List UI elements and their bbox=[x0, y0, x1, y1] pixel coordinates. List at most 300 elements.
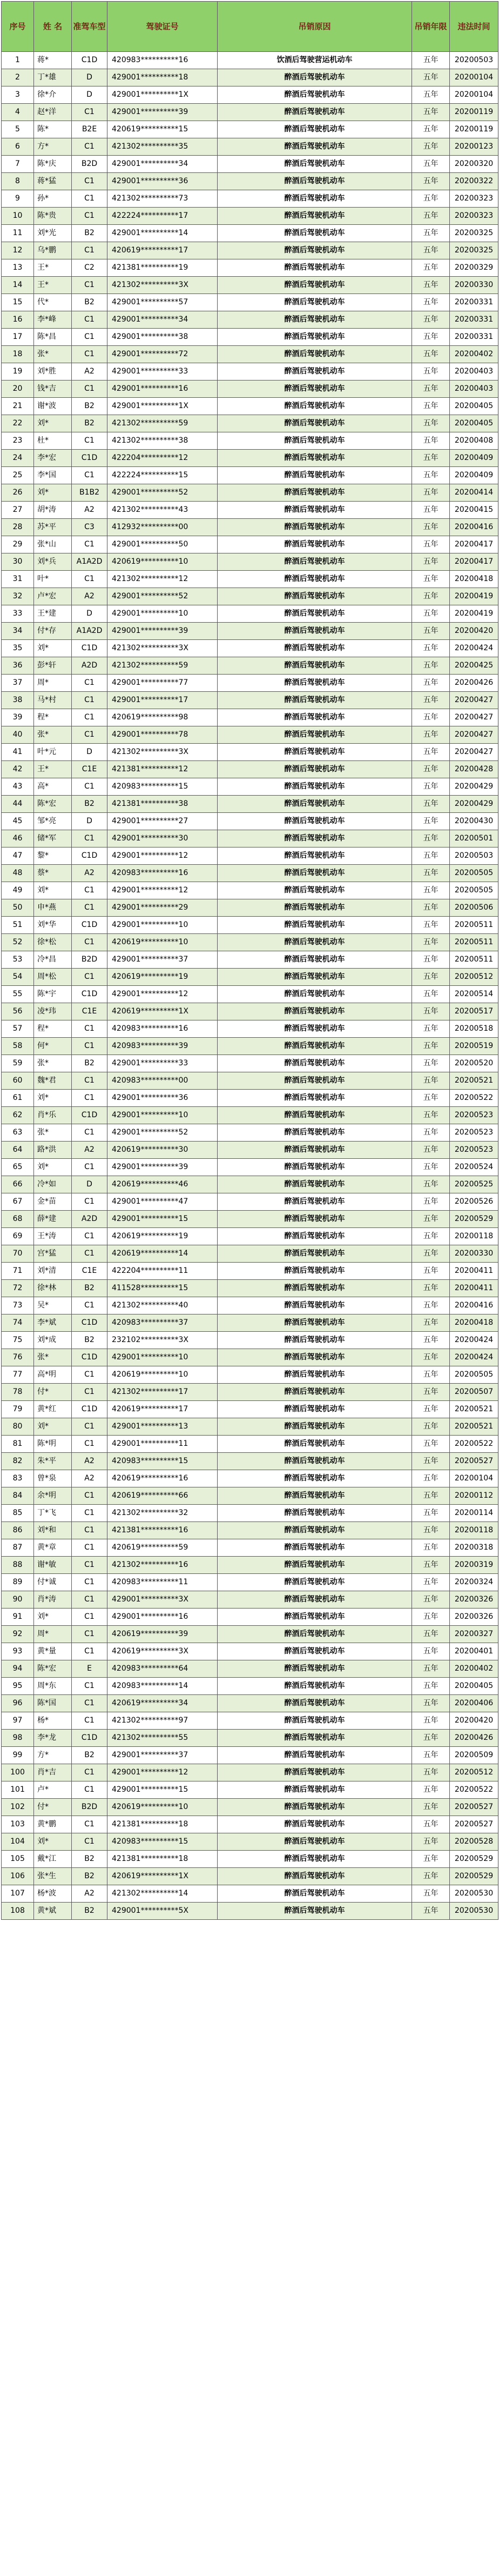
table-row bbox=[2, 52, 498, 69]
cell-name: 刘* bbox=[34, 1090, 72, 1107]
cell-revocation-term: 五年 bbox=[412, 1574, 450, 1591]
cell-index: 62 bbox=[2, 1107, 34, 1124]
cell-license-class: C1 bbox=[72, 346, 107, 363]
cell-revocation-term: 五年 bbox=[412, 1781, 450, 1799]
cell-revocation-reason: 醉酒后驾驶机动车 bbox=[218, 138, 412, 156]
cell-violation-date: 20200320 bbox=[450, 156, 498, 173]
cell-license-number: 420619**********1X bbox=[107, 1003, 218, 1020]
cell-index: 55 bbox=[2, 986, 34, 1003]
cell-license-number: 420983**********16 bbox=[107, 52, 218, 69]
cell-revocation-reason: 醉酒后驾驶机动车 bbox=[218, 1366, 412, 1384]
cell-revocation-reason: 醉酒后驾驶机动车 bbox=[218, 1003, 412, 1020]
cell-license-class: C1D bbox=[72, 450, 107, 467]
cell-violation-date: 20200427 bbox=[450, 709, 498, 726]
cell-license-number: 429001**********27 bbox=[107, 813, 218, 830]
table-row bbox=[2, 225, 498, 242]
cell-license-number: 412932**********00 bbox=[107, 519, 218, 536]
cell-violation-date: 20200401 bbox=[450, 1643, 498, 1660]
cell-revocation-term: 五年 bbox=[412, 1228, 450, 1245]
cell-revocation-reason: 醉酒后驾驶机动车 bbox=[218, 1626, 412, 1643]
cell-license-class: C1 bbox=[72, 675, 107, 692]
cell-license-class: C1 bbox=[72, 208, 107, 225]
cell-revocation-reason: 醉酒后驾驶机动车 bbox=[218, 1020, 412, 1038]
table-row bbox=[2, 1366, 498, 1384]
cell-license-number: 420619**********10 bbox=[107, 553, 218, 571]
cell-name: 刘* bbox=[34, 1418, 72, 1436]
table-row bbox=[2, 588, 498, 605]
cell-license-class: C1 bbox=[72, 1643, 107, 1660]
table-row bbox=[2, 1487, 498, 1505]
cell-revocation-reason: 醉酒后驾驶机动车 bbox=[218, 1263, 412, 1280]
cell-license-class: C1 bbox=[72, 1591, 107, 1609]
cell-license-class: C1D bbox=[72, 1107, 107, 1124]
cell-revocation-term: 五年 bbox=[412, 432, 450, 450]
cell-revocation-reason: 醉酒后驾驶机动车 bbox=[218, 709, 412, 726]
cell-violation-date: 20200331 bbox=[450, 311, 498, 329]
cell-revocation-reason: 醉酒后驾驶机动车 bbox=[218, 1280, 412, 1297]
cell-revocation-term: 五年 bbox=[412, 726, 450, 744]
cell-violation-date: 20200323 bbox=[450, 190, 498, 208]
cell-index: 69 bbox=[2, 1228, 34, 1245]
cell-revocation-reason: 醉酒后驾驶机动车 bbox=[218, 1314, 412, 1332]
cell-name: 刘*成 bbox=[34, 1332, 72, 1349]
cell-name: 谢*敏 bbox=[34, 1557, 72, 1574]
cell-revocation-reason: 醉酒后驾驶机动车 bbox=[218, 1193, 412, 1211]
cell-violation-date: 20200403 bbox=[450, 381, 498, 398]
table-row bbox=[2, 605, 498, 623]
table-row bbox=[2, 1228, 498, 1245]
table-row bbox=[2, 363, 498, 381]
cell-violation-date: 20200322 bbox=[450, 173, 498, 190]
cell-license-number: 421381**********38 bbox=[107, 796, 218, 813]
cell-license-class: A1A2D bbox=[72, 553, 107, 571]
cell-revocation-term: 五年 bbox=[412, 1833, 450, 1851]
cell-index: 92 bbox=[2, 1626, 34, 1643]
cell-index: 98 bbox=[2, 1730, 34, 1747]
cell-violation-date: 20200505 bbox=[450, 1366, 498, 1384]
cell-name: 蒋* bbox=[34, 52, 72, 69]
table-row bbox=[2, 1730, 498, 1747]
cell-license-number: 232102**********3X bbox=[107, 1332, 218, 1349]
cell-revocation-term: 五年 bbox=[412, 1107, 450, 1124]
cell-index: 65 bbox=[2, 1159, 34, 1176]
table-row bbox=[2, 277, 498, 294]
table-row bbox=[2, 432, 498, 450]
cell-license-number: 429001**********52 bbox=[107, 1124, 218, 1142]
cell-index: 107 bbox=[2, 1885, 34, 1903]
cell-license-class: C1 bbox=[72, 1539, 107, 1557]
cell-revocation-term: 五年 bbox=[412, 398, 450, 415]
cell-revocation-term: 五年 bbox=[412, 1487, 450, 1505]
cell-index: 49 bbox=[2, 882, 34, 899]
cell-name: 王*建 bbox=[34, 605, 72, 623]
cell-license-number: 429001**********30 bbox=[107, 830, 218, 847]
header-violation-date: 违法时间 bbox=[450, 2, 498, 52]
cell-name: 付* bbox=[34, 1384, 72, 1401]
table-row bbox=[2, 1678, 498, 1695]
cell-license-number: 421381**********16 bbox=[107, 1522, 218, 1539]
cell-license-class: B2 bbox=[72, 225, 107, 242]
cell-index: 6 bbox=[2, 138, 34, 156]
header-row bbox=[2, 2, 498, 52]
table-row bbox=[2, 1591, 498, 1609]
cell-name: 钱*吉 bbox=[34, 381, 72, 398]
cell-index: 4 bbox=[2, 104, 34, 121]
cell-index: 101 bbox=[2, 1781, 34, 1799]
cell-name: 王* bbox=[34, 259, 72, 277]
cell-violation-date: 20200527 bbox=[450, 1816, 498, 1833]
cell-revocation-term: 五年 bbox=[412, 692, 450, 709]
cell-index: 24 bbox=[2, 450, 34, 467]
cell-name: 储*军 bbox=[34, 830, 72, 847]
cell-violation-date: 20200414 bbox=[450, 484, 498, 502]
cell-revocation-reason: 醉酒后驾驶机动车 bbox=[218, 502, 412, 519]
cell-revocation-reason: 醉酒后驾驶机动车 bbox=[218, 657, 412, 675]
cell-revocation-reason: 醉酒后驾驶机动车 bbox=[218, 1557, 412, 1574]
cell-revocation-term: 五年 bbox=[412, 242, 450, 259]
cell-name: 陈*贵 bbox=[34, 208, 72, 225]
table-row bbox=[2, 1159, 498, 1176]
cell-revocation-reason: 醉酒后驾驶机动车 bbox=[218, 1142, 412, 1159]
table-row bbox=[2, 934, 498, 951]
cell-name: 余*明 bbox=[34, 1487, 72, 1505]
table-body bbox=[2, 52, 498, 1920]
cell-violation-date: 20200417 bbox=[450, 536, 498, 553]
cell-index: 57 bbox=[2, 1020, 34, 1038]
cell-violation-date: 20200512 bbox=[450, 1764, 498, 1781]
cell-license-number: 420983**********14 bbox=[107, 1678, 218, 1695]
table-row bbox=[2, 381, 498, 398]
cell-index: 48 bbox=[2, 865, 34, 882]
cell-license-number: 429001**********13 bbox=[107, 1418, 218, 1436]
cell-revocation-reason: 醉酒后驾驶机动车 bbox=[218, 484, 412, 502]
cell-name: 刘* bbox=[34, 640, 72, 657]
cell-license-class: B2 bbox=[72, 1055, 107, 1072]
table-row bbox=[2, 1280, 498, 1297]
cell-violation-date: 20200326 bbox=[450, 1591, 498, 1609]
cell-index: 103 bbox=[2, 1816, 34, 1833]
table-row bbox=[2, 951, 498, 969]
cell-violation-date: 20200527 bbox=[450, 1799, 498, 1816]
cell-name: 朱*平 bbox=[34, 1453, 72, 1470]
cell-license-number: 429001**********72 bbox=[107, 346, 218, 363]
cell-license-class: D bbox=[72, 605, 107, 623]
cell-license-class: C1D bbox=[72, 986, 107, 1003]
cell-index: 26 bbox=[2, 484, 34, 502]
cell-license-number: 420983**********39 bbox=[107, 1038, 218, 1055]
cell-license-number: 420619**********59 bbox=[107, 1539, 218, 1557]
cell-violation-date: 20200324 bbox=[450, 1574, 498, 1591]
cell-index: 106 bbox=[2, 1868, 34, 1885]
cell-license-number: 421302**********40 bbox=[107, 1297, 218, 1314]
cell-name: 程* bbox=[34, 1020, 72, 1038]
cell-license-class: C1 bbox=[72, 1436, 107, 1453]
cell-index: 89 bbox=[2, 1574, 34, 1591]
cell-license-class: C1D bbox=[72, 917, 107, 934]
cell-revocation-term: 五年 bbox=[412, 1678, 450, 1695]
cell-violation-date: 20200519 bbox=[450, 1038, 498, 1055]
table-row bbox=[2, 744, 498, 761]
cell-revocation-term: 五年 bbox=[412, 329, 450, 346]
cell-index: 86 bbox=[2, 1522, 34, 1539]
table-row bbox=[2, 1436, 498, 1453]
cell-license-number: 420619**********66 bbox=[107, 1487, 218, 1505]
cell-violation-date: 20200429 bbox=[450, 796, 498, 813]
table-row bbox=[2, 986, 498, 1003]
cell-revocation-reason: 醉酒后驾驶机动车 bbox=[218, 294, 412, 311]
cell-license-class: C1 bbox=[72, 692, 107, 709]
table-row bbox=[2, 969, 498, 986]
cell-index: 23 bbox=[2, 432, 34, 450]
cell-revocation-reason: 醉酒后驾驶机动车 bbox=[218, 1487, 412, 1505]
cell-violation-date: 20200331 bbox=[450, 329, 498, 346]
cell-revocation-term: 五年 bbox=[412, 294, 450, 311]
cell-name: 程* bbox=[34, 709, 72, 726]
cell-revocation-term: 五年 bbox=[412, 1332, 450, 1349]
cell-violation-date: 20200507 bbox=[450, 1384, 498, 1401]
cell-license-number: 421302**********3X bbox=[107, 277, 218, 294]
cell-violation-date: 20200429 bbox=[450, 778, 498, 796]
cell-name: 付*存 bbox=[34, 623, 72, 640]
cell-revocation-term: 五年 bbox=[412, 605, 450, 623]
cell-revocation-reason: 醉酒后驾驶机动车 bbox=[218, 346, 412, 363]
cell-violation-date: 20200118 bbox=[450, 1522, 498, 1539]
cell-license-number: 420619**********10 bbox=[107, 1799, 218, 1816]
cell-name: 方* bbox=[34, 1747, 72, 1764]
cell-revocation-term: 五年 bbox=[412, 847, 450, 865]
cell-license-class: C1 bbox=[72, 1297, 107, 1314]
cell-license-class: C3 bbox=[72, 519, 107, 536]
cell-revocation-term: 五年 bbox=[412, 1436, 450, 1453]
cell-index: 56 bbox=[2, 1003, 34, 1020]
cell-revocation-reason: 醉酒后驾驶机动车 bbox=[218, 1384, 412, 1401]
cell-revocation-term: 五年 bbox=[412, 467, 450, 484]
cell-index: 94 bbox=[2, 1660, 34, 1678]
cell-license-class: C1 bbox=[72, 467, 107, 484]
cell-license-class: D bbox=[72, 1176, 107, 1193]
cell-license-class: C1 bbox=[72, 1124, 107, 1142]
cell-violation-date: 20200529 bbox=[450, 1211, 498, 1228]
cell-license-class: C1 bbox=[72, 381, 107, 398]
cell-revocation-term: 五年 bbox=[412, 1660, 450, 1678]
cell-revocation-term: 五年 bbox=[412, 1263, 450, 1280]
cell-index: 58 bbox=[2, 1038, 34, 1055]
cell-name: 陈*宏 bbox=[34, 1660, 72, 1678]
cell-revocation-term: 五年 bbox=[412, 1418, 450, 1436]
cell-license-class: C1 bbox=[72, 1557, 107, 1574]
cell-license-number: 420983**********16 bbox=[107, 865, 218, 882]
cell-license-class: C1D bbox=[72, 1349, 107, 1366]
cell-name: 张* bbox=[34, 1349, 72, 1366]
cell-license-number: 420619**********10 bbox=[107, 1366, 218, 1384]
cell-revocation-term: 五年 bbox=[412, 1885, 450, 1903]
cell-index: 105 bbox=[2, 1851, 34, 1868]
cell-revocation-reason: 醉酒后驾驶机动车 bbox=[218, 640, 412, 657]
cell-violation-date: 20200520 bbox=[450, 1055, 498, 1072]
cell-revocation-term: 五年 bbox=[412, 623, 450, 640]
header-license-number: 驾驶证号 bbox=[107, 2, 218, 52]
cell-name: 李*龙 bbox=[34, 1730, 72, 1747]
cell-index: 40 bbox=[2, 726, 34, 744]
cell-revocation-reason: 醉酒后驾驶机动车 bbox=[218, 259, 412, 277]
cell-violation-date: 20200430 bbox=[450, 813, 498, 830]
cell-index: 12 bbox=[2, 242, 34, 259]
cell-revocation-reason: 醉酒后驾驶机动车 bbox=[218, 1297, 412, 1314]
cell-license-class: B2 bbox=[72, 398, 107, 415]
cell-index: 3 bbox=[2, 86, 34, 104]
cell-revocation-term: 五年 bbox=[412, 363, 450, 381]
cell-name: 王* bbox=[34, 761, 72, 778]
cell-index: 59 bbox=[2, 1055, 34, 1072]
cell-name: 付* bbox=[34, 1799, 72, 1816]
cell-violation-date: 20200425 bbox=[450, 657, 498, 675]
cell-revocation-reason: 饮酒后驾驶营运机动车 bbox=[218, 52, 412, 69]
cell-revocation-reason: 醉酒后驾驶机动车 bbox=[218, 1816, 412, 1833]
cell-name: 何* bbox=[34, 1038, 72, 1055]
cell-revocation-reason: 醉酒后驾驶机动车 bbox=[218, 761, 412, 778]
cell-index: 100 bbox=[2, 1764, 34, 1781]
cell-index: 77 bbox=[2, 1366, 34, 1384]
cell-revocation-reason: 醉酒后驾驶机动车 bbox=[218, 1678, 412, 1695]
cell-name: 丁*飞 bbox=[34, 1505, 72, 1522]
cell-revocation-reason: 醉酒后驾驶机动车 bbox=[218, 1090, 412, 1107]
cell-license-class: C1 bbox=[72, 934, 107, 951]
cell-revocation-term: 五年 bbox=[412, 813, 450, 830]
cell-license-number: 421302**********16 bbox=[107, 1557, 218, 1574]
cell-violation-date: 20200505 bbox=[450, 865, 498, 882]
cell-revocation-term: 五年 bbox=[412, 657, 450, 675]
cell-index: 81 bbox=[2, 1436, 34, 1453]
cell-license-number: 429001**********12 bbox=[107, 986, 218, 1003]
cell-revocation-reason: 醉酒后驾驶机动车 bbox=[218, 692, 412, 709]
cell-index: 74 bbox=[2, 1314, 34, 1332]
cell-violation-date: 20200123 bbox=[450, 138, 498, 156]
table-row bbox=[2, 1176, 498, 1193]
cell-license-number: 421302**********73 bbox=[107, 190, 218, 208]
cell-violation-date: 20200522 bbox=[450, 1436, 498, 1453]
cell-revocation-term: 五年 bbox=[412, 588, 450, 605]
cell-index: 19 bbox=[2, 363, 34, 381]
cell-name: 曾*泉 bbox=[34, 1470, 72, 1487]
cell-violation-date: 20200402 bbox=[450, 1660, 498, 1678]
cell-violation-date: 20200530 bbox=[450, 1885, 498, 1903]
cell-name: 苏*平 bbox=[34, 519, 72, 536]
cell-revocation-reason: 醉酒后驾驶机动车 bbox=[218, 1781, 412, 1799]
cell-index: 53 bbox=[2, 951, 34, 969]
cell-revocation-reason: 醉酒后驾驶机动车 bbox=[218, 467, 412, 484]
cell-license-class: C1 bbox=[72, 778, 107, 796]
cell-license-class: C1 bbox=[72, 311, 107, 329]
cell-name: 张* bbox=[34, 1055, 72, 1072]
cell-index: 95 bbox=[2, 1678, 34, 1695]
cell-license-class: D bbox=[72, 813, 107, 830]
cell-name: 高* bbox=[34, 778, 72, 796]
cell-revocation-term: 五年 bbox=[412, 52, 450, 69]
cell-revocation-term: 五年 bbox=[412, 104, 450, 121]
cell-license-number: 421381**********18 bbox=[107, 1816, 218, 1833]
cell-license-number: 421302**********43 bbox=[107, 502, 218, 519]
cell-revocation-term: 五年 bbox=[412, 1176, 450, 1193]
cell-revocation-reason: 醉酒后驾驶机动车 bbox=[218, 899, 412, 917]
header-revocation-reason: 吊销原因 bbox=[218, 2, 412, 52]
table-row bbox=[2, 1263, 498, 1280]
cell-revocation-term: 五年 bbox=[412, 69, 450, 86]
cell-license-class: C1 bbox=[72, 1678, 107, 1695]
cell-revocation-term: 五年 bbox=[412, 450, 450, 467]
cell-name: 陈*庆 bbox=[34, 156, 72, 173]
cell-violation-date: 20200405 bbox=[450, 415, 498, 432]
cell-license-number: 421302**********59 bbox=[107, 415, 218, 432]
cell-revocation-reason: 醉酒后驾驶机动车 bbox=[218, 882, 412, 899]
cell-name: 戴*江 bbox=[34, 1851, 72, 1868]
cell-license-number: 421302**********12 bbox=[107, 571, 218, 588]
cell-violation-date: 20200326 bbox=[450, 1609, 498, 1626]
cell-revocation-term: 五年 bbox=[412, 796, 450, 813]
table-row bbox=[2, 1539, 498, 1557]
cell-violation-date: 20200318 bbox=[450, 1539, 498, 1557]
table-row bbox=[2, 778, 498, 796]
cell-revocation-reason: 醉酒后驾驶机动车 bbox=[218, 381, 412, 398]
table-row bbox=[2, 1453, 498, 1470]
cell-license-number: 420619**********19 bbox=[107, 969, 218, 986]
cell-license-class: D bbox=[72, 69, 107, 86]
cell-license-number: 420619**********1X bbox=[107, 1868, 218, 1885]
cell-violation-date: 20200527 bbox=[450, 1453, 498, 1470]
cell-license-number: 420619**********98 bbox=[107, 709, 218, 726]
cell-revocation-reason: 醉酒后驾驶机动车 bbox=[218, 156, 412, 173]
cell-index: 88 bbox=[2, 1557, 34, 1574]
table-row bbox=[2, 899, 498, 917]
cell-index: 80 bbox=[2, 1418, 34, 1436]
table-row bbox=[2, 1885, 498, 1903]
cell-revocation-term: 五年 bbox=[412, 190, 450, 208]
cell-name: 张* bbox=[34, 346, 72, 363]
cell-license-class: C1 bbox=[72, 969, 107, 986]
cell-license-class: C1 bbox=[72, 1609, 107, 1626]
cell-violation-date: 20200119 bbox=[450, 121, 498, 138]
cell-index: 83 bbox=[2, 1470, 34, 1487]
cell-license-number: 420983**********37 bbox=[107, 1314, 218, 1332]
cell-license-number: 422204**********12 bbox=[107, 450, 218, 467]
cell-license-class: C1D bbox=[72, 52, 107, 69]
table-row bbox=[2, 1418, 498, 1436]
table-row bbox=[2, 553, 498, 571]
table-row bbox=[2, 467, 498, 484]
cell-name: 方* bbox=[34, 138, 72, 156]
cell-name: 杨*波 bbox=[34, 1885, 72, 1903]
cell-violation-date: 20200325 bbox=[450, 225, 498, 242]
cell-violation-date: 20200118 bbox=[450, 1228, 498, 1245]
cell-violation-date: 20200530 bbox=[450, 1903, 498, 1920]
cell-license-number: 429001**********38 bbox=[107, 329, 218, 346]
cell-name: 周* bbox=[34, 675, 72, 692]
table-row bbox=[2, 1038, 498, 1055]
cell-license-class: C1 bbox=[72, 1418, 107, 1436]
cell-license-class: B2D bbox=[72, 156, 107, 173]
cell-license-class: A2D bbox=[72, 1211, 107, 1228]
cell-revocation-reason: 醉酒后驾驶机动车 bbox=[218, 1609, 412, 1626]
table-row bbox=[2, 1332, 498, 1349]
cell-violation-date: 20200418 bbox=[450, 571, 498, 588]
cell-license-number: 429001**********5X bbox=[107, 1903, 218, 1920]
cell-revocation-term: 五年 bbox=[412, 1159, 450, 1176]
cell-index: 45 bbox=[2, 813, 34, 830]
cell-revocation-reason: 醉酒后驾驶机动车 bbox=[218, 744, 412, 761]
cell-revocation-reason: 醉酒后驾驶机动车 bbox=[218, 1799, 412, 1816]
cell-violation-date: 20200119 bbox=[450, 104, 498, 121]
cell-license-number: 420983**********15 bbox=[107, 778, 218, 796]
cell-license-class: B2 bbox=[72, 1851, 107, 1868]
